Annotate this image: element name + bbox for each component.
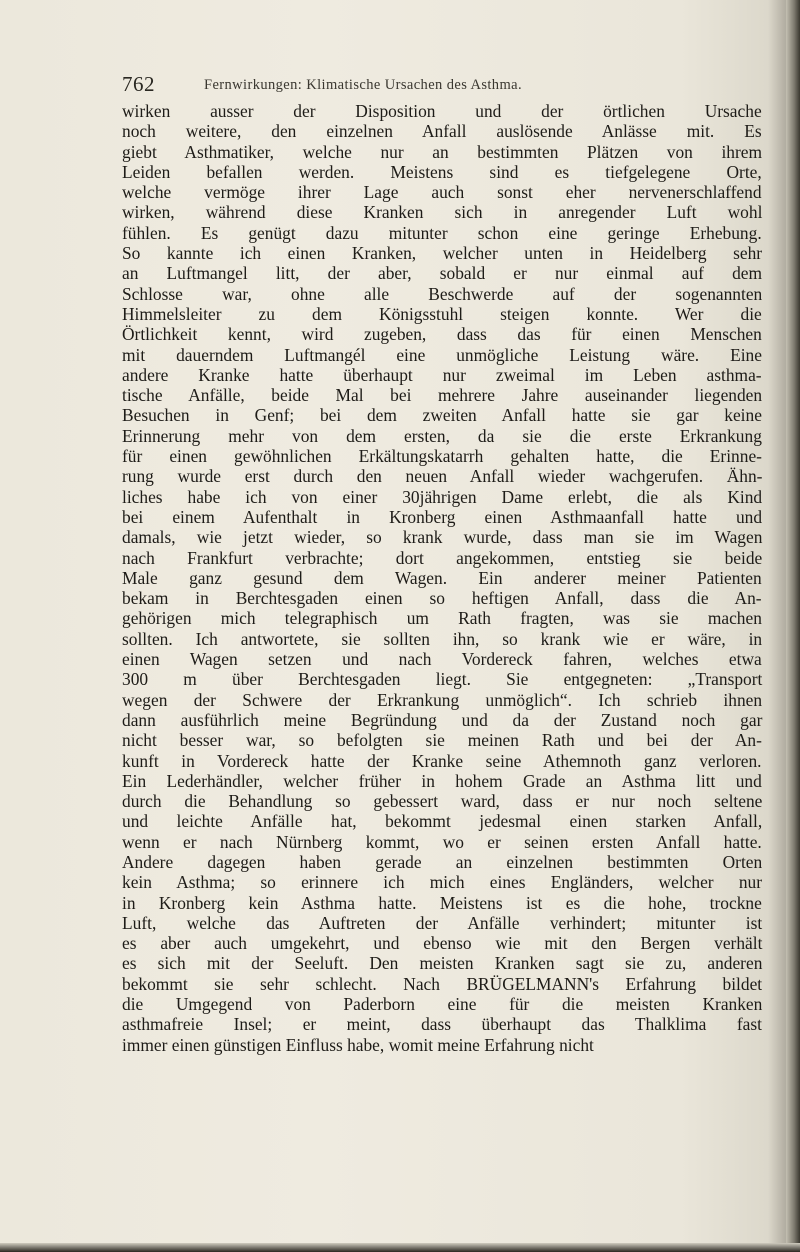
- text-line: die Umgegend von Paderborn eine für die meisten Kranken: [122, 994, 763, 1015]
- text-line: einen Wagen setzen und nach Vordereck fahren, welches etwa: [122, 649, 762, 670]
- text-line: welche vermöge ihrer Lage auch sonst eher nervenerschlaffend: [122, 182, 762, 203]
- text-line: kein Asthma; so erinnere ich mich eines Engländers, welcher nur: [122, 872, 763, 893]
- text-line: Besuchen in Genf; bei dem zweiten Anfall hatte sie gar keine: [122, 405, 762, 426]
- text-line: gehörigen mich telegraphisch um Rath fragten, was sie machen: [122, 608, 762, 629]
- page-number: 762: [122, 72, 155, 96]
- text-line: immer einen günstigen Einfluss habe, womit meine Erfahrung nicht: [122, 1034, 594, 1055]
- text-line: giebt Asthmatiker, welche nur an bestimmten Plätzen von ihrem: [122, 141, 763, 162]
- text-line: asthmafreie Insel; er meint, dass überhaupt das Thalklima fast: [122, 1014, 762, 1035]
- text-line: bekommt sie sehr schlecht. Nach BRÜGELMANN's Erfahrung bildet: [122, 973, 763, 994]
- text-line: nach Frankfurt verbrachte; dort angekommen, entstieg sie beide: [122, 547, 763, 568]
- text-line: nicht besser war, so befolgten sie meinen Rath und bei der An-: [122, 730, 762, 751]
- text-line: Himmelsleiter zu dem Königsstuhl steigen konnte. Wer die: [122, 303, 762, 324]
- text-line: wegen der Schwere der Erkrankung unmöglich“. Ich schrieb ihnen: [122, 689, 763, 710]
- text-line: es sich mit der Seeluft. Den meisten Kranken sagt sie zu, anderen: [122, 953, 763, 974]
- page-edge-shadow: [786, 0, 800, 1252]
- text-line: für einen gewöhnlichen Erkältungskatarrh gehalten hatte, die Erinne-: [122, 446, 762, 467]
- text-line: an Luftmangel litt, der aber, sobald er nur einmal auf dem: [122, 263, 763, 284]
- text-line: Luft, welche das Auftreten der Anfälle verhindert; mitunter ist: [122, 912, 763, 933]
- text-line: Erinnerung mehr von dem ersten, da sie die erste Erkrankung: [122, 425, 762, 446]
- text-line: Schlosse war, ohne alle Beschwerde auf der sogenannten: [122, 283, 763, 304]
- text-line: fühlen. Es genügt dazu mitunter schon eine geringe Erhebung.: [122, 222, 762, 243]
- text-line: Leiden befallen werden. Meistens sind es tiefgelegene Orte,: [122, 161, 762, 182]
- text-line: kunft in Vordereck hatte der Kranke seine Athemnoth ganz verloren.: [122, 750, 762, 771]
- text-line: es aber auch umgekehrt, und ebenso wie mit den Bergen verhält: [122, 933, 763, 954]
- text-line: durch die Behandlung so gebessert ward, dass er nur noch seltene: [122, 791, 763, 812]
- text-line: Ein Lederhändler, welcher früher in hohem Grade an Asthma litt und: [122, 770, 762, 791]
- text-line: Örtlichkeit kennt, wird zugeben, dass das für einen Menschen: [122, 324, 762, 345]
- text-line: Male ganz gesund dem Wagen. Ein anderer meiner Patienten: [122, 567, 762, 588]
- text-line: dann ausführlich meine Begründung und da der Zustand noch gar: [122, 709, 763, 730]
- running-head: Fernwirkungen: Klimatische Ursachen des Asthma.: [204, 77, 522, 93]
- text-line: So kannte ich einen Kranken, welcher unten in Heidelberg sehr: [122, 243, 763, 264]
- text-line: Andere dagegen haben gerade an einzelnen bestimmten Orten: [122, 851, 763, 872]
- body-text: [122, 101, 788, 1055]
- text-line: noch weitere, den einzelnen Anfall auslösende Anlässe mit. Es: [122, 121, 762, 142]
- text-line: wenn er nach Nürnberg kommt, wo er seinen ersten Anfall hatte.: [122, 831, 762, 852]
- text-line: bekam in Berchtesgaden einen so heftigen Anfall, dass die An-: [122, 588, 762, 609]
- text-line: mit dauerndem Luftmangél eine unmögliche Leistung wäre. Eine: [122, 344, 762, 365]
- page-header: [122, 72, 762, 100]
- text-line: in Kronberg kein Asthma hatte. Meistens ist es die hohe, trockne: [122, 892, 762, 913]
- text-line: damals, wie jetzt wieder, so krank wurde, dass man sie im Wagen: [122, 527, 763, 548]
- text-line: 300 m über Berchtesgaden liegt. Sie entgegneten: „Transport: [122, 669, 763, 690]
- text-line: wirken, während diese Kranken sich in anregender Luft wohl: [122, 202, 763, 223]
- text-line: liches habe ich von einer 30jährigen Dame erlebt, die als Kind: [122, 486, 763, 507]
- page-bottom-shadow: [0, 1243, 800, 1252]
- text-line: und leichte Anfälle hat, bekommt jedesmal einen starken Anfall,: [122, 811, 763, 832]
- text-line: wirken ausser der Disposition und der örtlichen Ursache: [122, 101, 762, 121]
- text-line: andere Kranke hatte überhaupt nur zweimal im Leben asthma-: [122, 364, 762, 385]
- text-line: bei einem Aufenthalt in Kronberg einen Asthmaanfall hatte und: [122, 506, 763, 527]
- text-line: rung wurde erst durch den neuen Anfall wieder wachgerufen. Ähn-: [122, 466, 763, 487]
- text-line: tische Anfälle, beide Mal bei mehrere Jahre auseinander liegenden: [122, 385, 763, 406]
- text-line: sollten. Ich antwortete, sie sollten ihn, so krank wie er wäre, in: [122, 628, 763, 649]
